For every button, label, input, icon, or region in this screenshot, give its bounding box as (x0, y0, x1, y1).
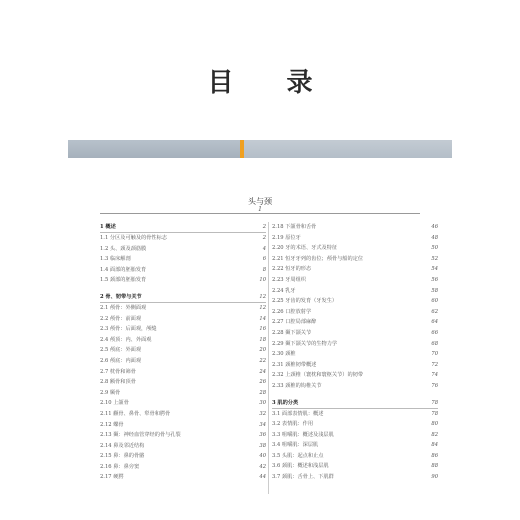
toc-entry-label: 2 骨、韧带与关节 (100, 293, 142, 300)
toc-entry-label: 2.32 上颈椎（寰枕和寰枢关节）的韧带 (272, 372, 364, 379)
toc-entry-label: 2.21 恒牙牙列的齿位；颅骨与船的定位 (272, 255, 364, 262)
toc-entry[interactable] (272, 296, 438, 307)
toc-entry[interactable] (100, 345, 266, 356)
toc-entry-page-number: 26 (259, 379, 266, 386)
toc-entry[interactable] (100, 314, 266, 325)
toc-entry[interactable] (100, 398, 266, 409)
toc-entry[interactable] (100, 377, 266, 388)
toc-entry-label: 2.14 鼻及邻近结构 (100, 442, 145, 449)
toc-entry-page-number: 12 (259, 293, 266, 300)
toc-entry-label: 3.4 咀嚼肌：深层肌 (272, 442, 319, 449)
toc-entry-page-number: 12 (259, 304, 266, 311)
toc-entry-page-number: 18 (259, 336, 266, 343)
toc-right-column (272, 222, 438, 483)
toc-entry-page-number: 78 (431, 399, 438, 406)
toc-entry[interactable] (100, 451, 266, 462)
toc-entry-label: 3.5 头肌：起点和止点 (272, 452, 324, 459)
toc-entry[interactable] (272, 233, 438, 244)
toc-entry-page-number: 72 (431, 361, 438, 368)
toc-entry[interactable] (100, 303, 266, 314)
toc-entry-label: 2.7 枕骨和筛骨 (100, 368, 136, 375)
toc-entry[interactable] (272, 264, 438, 275)
toc-entry-page-number: 64 (431, 319, 438, 326)
toc-entry[interactable] (272, 370, 438, 381)
toc-entry-label: 2.17 硬腭 (100, 474, 124, 481)
toc-entry[interactable] (100, 265, 266, 276)
toc-entry[interactable] (272, 275, 438, 286)
toc-entry[interactable] (272, 243, 438, 254)
toc-entry-label: 3.1 面部表情肌：概述 (272, 410, 324, 417)
toc-entry-label: 2.24 乳牙 (272, 287, 296, 294)
toc-entry-page-number: 74 (431, 372, 438, 379)
toc-entry-page-number: 58 (431, 287, 438, 294)
banner-right-band (244, 140, 452, 158)
toc-entry-label: 2.31 颈椎韧带概述 (272, 361, 317, 368)
toc-entry-page-number: 50 (431, 245, 438, 252)
toc-entry-label: 2.18 下颌骨和舌骨 (272, 224, 317, 230)
toc-entry-page-number: 60 (431, 298, 438, 305)
banner-left-band (68, 140, 240, 158)
toc-entry[interactable] (272, 451, 438, 462)
toc-entry-page-number: 32 (259, 410, 266, 417)
toc-entry[interactable] (272, 254, 438, 265)
toc-entry-label: 2.4 颅顶：内、外面观 (100, 336, 152, 343)
toc-entry[interactable] (272, 419, 438, 430)
toc-entry[interactable] (100, 409, 266, 420)
toc-entry-page-number: 38 (259, 442, 266, 449)
toc-entry-page-number: 22 (259, 357, 266, 364)
toc-entry[interactable] (272, 286, 438, 297)
toc-entry-label: 3.2 表情肌：作用 (272, 421, 314, 428)
toc-entry-page-number: 48 (431, 234, 438, 241)
toc-entry-label: 2.20 牙的术语、牙式及特征 (272, 245, 338, 252)
toc-entry[interactable] (100, 420, 266, 431)
toc-entry[interactable] (272, 328, 438, 339)
toc-entry[interactable] (272, 440, 438, 451)
toc-entry[interactable] (100, 472, 266, 483)
toc-entry-page-number: 10 (259, 277, 266, 284)
toc-entry-page-number: 78 (431, 410, 438, 417)
toc-entry-page-number: 86 (431, 452, 438, 459)
toc-entry-label: 2.22 恒牙的形态 (272, 266, 312, 273)
toc-entry-label: 2.9 颞骨 (100, 389, 121, 396)
toc-entry-label: 2.3 颅骨：后面观，颅缝 (100, 326, 157, 333)
toc-entry-page-number: 28 (259, 389, 266, 396)
toc-entry-page-number: 34 (259, 421, 266, 428)
toc-entry-label: 2.30 颈椎 (272, 351, 296, 358)
toc-entry[interactable] (272, 360, 438, 371)
toc-entry-page-number: 46 (431, 224, 438, 230)
toc-entry-page-number: 4 (262, 245, 266, 252)
toc-entry[interactable] (272, 339, 438, 350)
part-title: 头与颈 (248, 197, 272, 206)
toc-entry-page-number: 70 (431, 351, 438, 358)
column-divider (268, 222, 269, 494)
toc-entry-label: 2.2 颅骨：前面观 (100, 315, 142, 322)
toc-entry[interactable] (272, 472, 438, 483)
toc-entry-page-number: 84 (431, 442, 438, 449)
page-title: 目 录 (207, 68, 335, 98)
toc-left-column (100, 222, 266, 483)
toc-entry-label: 1.1 分区及可触及的骨性标志 (100, 235, 167, 241)
toc-entry-label: 2.29 颞下颌关节的生物力学 (272, 340, 338, 347)
toc-entry-label: 3.3 咀嚼肌：概述及浅层肌 (272, 431, 334, 438)
toc-entry-label: 2.28 颞下颌关节 (272, 329, 312, 336)
toc-entry[interactable] (272, 317, 438, 328)
toc-entry-label: 1.3 临床解剖 (100, 256, 131, 263)
toc-entry-page-number: 56 (431, 276, 438, 283)
toc-entry-label: 2.12 蝶骨 (100, 421, 124, 428)
part-page-number: 1 (258, 206, 262, 213)
toc-entry-label: 3 肌的分类 (272, 399, 299, 406)
toc-entry-label: 2.11 颧骨、鼻骨、犁骨和腭骨 (100, 410, 171, 417)
toc-entry-page-number: 68 (431, 340, 438, 347)
toc-entry[interactable] (100, 335, 266, 346)
toc-entry-page-number: 30 (259, 400, 266, 407)
toc-entry[interactable] (100, 275, 266, 286)
toc-entry[interactable] (272, 381, 438, 392)
toc-entry-label: 2.25 牙齿的发育（牙发生） (272, 298, 338, 305)
toc-entry[interactable] (272, 222, 438, 233)
toc-entry[interactable] (100, 367, 266, 378)
toc-entry[interactable] (100, 254, 266, 265)
toc-entry-label: 2.26 口腔放射学 (272, 308, 312, 315)
toc-entry-page-number: 76 (431, 382, 438, 389)
toc-entry-label: 2.1 颅骨：外侧面观 (100, 304, 147, 311)
toc-entry-page-number: 8 (262, 266, 266, 273)
toc-entry[interactable] (100, 388, 266, 399)
toc-entry-page-number: 40 (259, 453, 266, 460)
toc-chapter-heading[interactable] (100, 222, 266, 233)
toc-entry[interactable] (100, 244, 266, 255)
toc-entry[interactable] (272, 409, 438, 420)
toc-entry-label: 2.5 颅底：外面观 (100, 347, 142, 354)
toc-entry-page-number: 2 (262, 224, 266, 230)
part-rule-divider (100, 213, 420, 214)
toc-entry-label: 2.16 鼻：鼻旁窦 (100, 463, 140, 470)
toc-entry-label: 2.23 牙周组织 (272, 276, 306, 283)
toc-chapter-heading[interactable] (272, 398, 438, 409)
toc-entry-page-number: 14 (259, 315, 266, 322)
toc-entry-label: 2.13 颞：神经血管穿经的骨与孔裂 (100, 432, 181, 439)
toc-entry[interactable] (100, 462, 266, 473)
toc-entry-label: 1 概述 (100, 224, 116, 230)
toc-entry[interactable] (100, 324, 266, 335)
toc-chapter-heading[interactable] (100, 292, 266, 303)
toc-entry-page-number: 2 (262, 235, 266, 241)
toc-entry-label: 1.2 头、颈及颈筋膜 (100, 245, 147, 252)
toc-entry[interactable] (272, 430, 438, 441)
toc-entry-label: 2.6 颅底：内面观 (100, 357, 142, 364)
toc-entry-label: 2.33 颈椎的钩椎关节 (272, 382, 322, 389)
toc-entry-label: 3.6 颈肌：概述和浅层肌 (272, 463, 329, 470)
toc-entry-page-number: 52 (431, 255, 438, 262)
toc-entry-label: 2.15 鼻：鼻的骨骼 (100, 453, 145, 460)
toc-entry[interactable] (272, 307, 438, 318)
toc-entry-label: 2.19 原位牙 (272, 234, 301, 241)
toc-entry-page-number: 82 (431, 431, 438, 438)
toc-entry[interactable] (272, 461, 438, 472)
toc-entry-page-number: 62 (431, 308, 438, 315)
toc-entry-page-number: 44 (259, 474, 266, 481)
toc-entry[interactable] (100, 430, 266, 441)
toc-entry-page-number: 42 (259, 463, 266, 470)
toc-entry-page-number: 20 (259, 347, 266, 354)
toc-entry-page-number: 16 (259, 326, 266, 333)
toc-entry-label: 3.7 颈肌：舌骨上、下肌群 (272, 474, 334, 481)
toc-entry[interactable] (100, 356, 266, 367)
toc-entry-label: 1.4 面部的胚胎发育 (100, 266, 147, 273)
toc-entry-page-number: 36 (259, 432, 266, 439)
toc-entry-page-number: 6 (262, 256, 266, 263)
toc-entry-page-number: 66 (431, 329, 438, 336)
header-banner (68, 140, 452, 158)
toc-entry[interactable] (100, 233, 266, 244)
toc-entry-label: 2.10 上颌骨 (100, 400, 129, 407)
toc-entry-page-number: 24 (259, 368, 266, 375)
toc-entry[interactable] (272, 349, 438, 360)
toc-entry-page-number: 90 (431, 474, 438, 481)
toc-entry-page-number: 88 (431, 463, 438, 470)
toc-entry-page-number: 54 (431, 266, 438, 273)
toc-entry-label: 2.8 额骨和顶骨 (100, 379, 136, 386)
toc-entry-page-number: 80 (431, 421, 438, 428)
toc-entry-label: 1.5 颈部的胚胎发育 (100, 277, 147, 284)
toc-entry-label: 2.27 口腔局部麻醉 (272, 319, 317, 326)
toc-entry[interactable] (100, 441, 266, 452)
